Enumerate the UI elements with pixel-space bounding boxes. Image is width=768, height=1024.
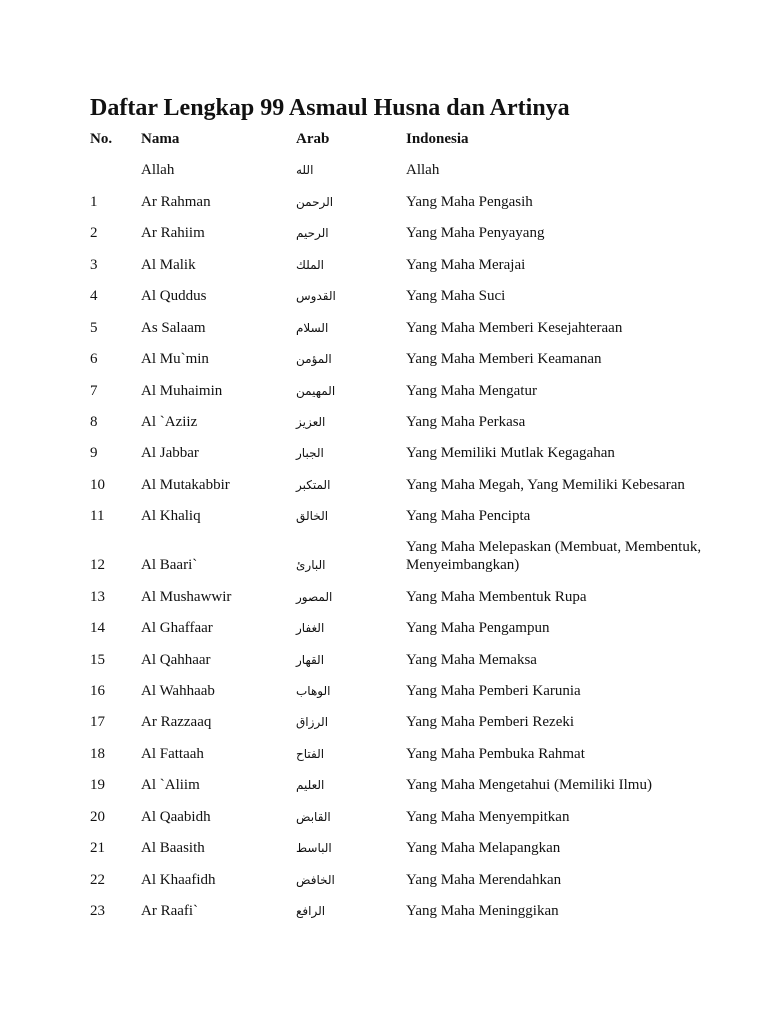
- row-arab: المصور: [296, 589, 333, 604]
- row-nama: Ar Rahman: [141, 193, 211, 210]
- row-number: 1: [90, 193, 98, 210]
- row-indonesia: Yang Maha Perkasa: [406, 413, 526, 430]
- row-number: 7: [90, 382, 98, 399]
- row-indonesia: Yang Maha Mengetahui (Memiliki Ilmu): [406, 777, 652, 794]
- row-arab: الله: [296, 163, 314, 178]
- row-nama: As Salaam: [141, 319, 206, 336]
- row-indonesia: Yang Maha Melapangkan: [406, 840, 561, 857]
- header-no: No.: [90, 131, 113, 147]
- row-number: 23: [90, 903, 105, 920]
- row-indonesia: Allah: [406, 162, 440, 179]
- row-arab: البارئ: [296, 558, 326, 573]
- row-number: 18: [90, 745, 105, 762]
- row-arab: العليم: [296, 778, 325, 793]
- table-row: [90, 706, 730, 737]
- table-row: [90, 343, 730, 374]
- row-indonesia: Yang Maha Memberi Keamanan: [406, 351, 602, 368]
- row-arab: السلام: [296, 320, 329, 335]
- row-nama: Allah: [141, 162, 175, 179]
- row-arab: القهار: [296, 652, 325, 667]
- row-nama: Al Baasith: [141, 840, 205, 857]
- row-indonesia: Yang Maha Pemberi Karunia: [406, 683, 581, 699]
- table-row: [90, 500, 730, 531]
- row-arab: الباسط: [296, 841, 332, 856]
- row-indonesia: Yang Maha Memberi Kesejahteraan: [406, 319, 623, 336]
- row-nama: Al Khaafidh: [141, 871, 216, 888]
- row-indonesia: Yang Maha Pengasih: [406, 193, 533, 210]
- row-arab: الجبار: [296, 446, 324, 461]
- row-nama: Ar Raafi`: [141, 903, 199, 920]
- row-indonesia: Yang Maha Pemberi Rezeki: [406, 714, 575, 731]
- row-nama: Ar Razzaaq: [141, 714, 212, 731]
- row-indonesia: Yang Maha Melepaskan (Membuat, Membentuk, Menyeimbangkan): [406, 539, 702, 574]
- table-row: [90, 580, 730, 611]
- row-nama: Al `Aziiz: [141, 413, 198, 430]
- asmaul-husna-table: [90, 124, 730, 926]
- row-nama: Al Mutakabbir: [141, 476, 230, 493]
- row-nama: Al Muhaimin: [141, 382, 223, 399]
- row-number: 9: [90, 445, 98, 462]
- row-arab: الرزاق: [296, 715, 329, 730]
- row-arab: الفتاح: [296, 746, 325, 761]
- row-nama: Ar Rahiim: [141, 225, 205, 242]
- row-arab: الرحمن: [296, 194, 334, 209]
- row-indonesia: Yang Maha Penyayang: [406, 225, 545, 242]
- row-indonesia: Yang Maha Merendahkan: [406, 871, 562, 888]
- row-nama: Al Qahhaar: [141, 651, 211, 668]
- row-arab: المؤمن: [296, 352, 332, 367]
- row-number: 16: [90, 683, 105, 699]
- row-indonesia: Yang Maha Pencipta: [406, 508, 531, 525]
- table-row: [90, 531, 730, 580]
- table-row: [90, 643, 730, 674]
- row-indonesia: Yang Maha Mengatur: [406, 382, 537, 399]
- table-row: [90, 406, 730, 437]
- row-nama: Al Baari`: [141, 557, 198, 574]
- table-row: [90, 737, 730, 768]
- row-nama: Al Qaabidh: [141, 808, 211, 825]
- table-row: [90, 248, 730, 279]
- row-number: 12: [90, 557, 105, 574]
- row-nama: Al Quddus: [141, 288, 207, 305]
- table-row: [90, 895, 730, 926]
- row-number: 20: [90, 808, 105, 825]
- row-arab: الوهاب: [296, 684, 331, 698]
- row-arab: الخالق: [296, 509, 329, 524]
- row-nama: Al Malik: [141, 256, 196, 273]
- row-number: 10: [90, 476, 105, 493]
- row-arab: الخافض: [296, 872, 335, 887]
- row-indonesia: Yang Maha Membentuk Rupa: [406, 588, 587, 605]
- table-row: [90, 280, 730, 311]
- row-number: 8: [90, 413, 98, 430]
- row-number: 2: [90, 225, 98, 242]
- row-indonesia: Yang Maha Pengampun: [406, 620, 550, 637]
- row-number: 19: [90, 777, 105, 794]
- row-indonesia: Yang Memiliki Mutlak Kegagahan: [406, 445, 615, 462]
- table-row: [90, 468, 730, 499]
- row-number: 15: [90, 651, 105, 668]
- row-indonesia: Yang Maha Meninggikan: [406, 903, 559, 920]
- row-arab: الرحيم: [296, 226, 329, 241]
- row-nama: Al Mushawwir: [141, 588, 232, 605]
- row-arab: الملك: [296, 257, 325, 272]
- row-nama: Al `Aliim: [141, 777, 200, 794]
- table-row: [90, 311, 730, 342]
- row-indonesia: Yang Maha Menyempitkan: [406, 808, 570, 825]
- row-arab: القدوس: [296, 289, 336, 304]
- table-row: [90, 800, 730, 831]
- row-indonesia: Yang Maha Merajai: [406, 256, 526, 273]
- table-row: [90, 863, 730, 894]
- row-nama: Al Ghaffaar: [141, 620, 213, 637]
- row-nama: Al Mu`min: [141, 351, 209, 368]
- row-number: 21: [90, 840, 105, 857]
- row-indonesia: Yang Maha Pembuka Rahmat: [406, 745, 585, 762]
- row-nama: Al Wahhaab: [141, 683, 215, 699]
- row-arab: الغفار: [296, 621, 325, 636]
- table-row: [90, 832, 730, 863]
- row-number: 11: [90, 508, 105, 525]
- table-row: [90, 612, 730, 643]
- table-row: [90, 374, 730, 405]
- row-nama: Al Khaliq: [141, 508, 201, 525]
- row-arab: المهيمن: [296, 383, 336, 398]
- row-number: 6: [90, 351, 98, 368]
- row-nama: Al Jabbar: [141, 445, 199, 462]
- row-indonesia: Yang Maha Memaksa: [406, 651, 537, 668]
- table-row: [90, 675, 730, 706]
- table-row: [90, 185, 730, 216]
- row-number: 14: [90, 620, 105, 637]
- row-indonesia: Yang Maha Suci: [406, 288, 506, 305]
- table-row: [90, 154, 730, 185]
- row-number: 3: [90, 256, 98, 273]
- row-indonesia: Yang Maha Megah, Yang Memiliki Kebesaran: [406, 476, 685, 493]
- page-title: Daftar Lengkap 99 Asmaul Husna dan Artinya: [90, 95, 570, 121]
- row-arab: الرافع: [296, 904, 326, 919]
- table-row: [90, 769, 730, 800]
- row-nama: Al Fattaah: [141, 745, 204, 762]
- table-row: [90, 217, 730, 248]
- table-body: [90, 154, 730, 926]
- row-arab: المتكبر: [296, 477, 331, 492]
- row-arab: العزيز: [296, 414, 326, 429]
- row-number: 5: [90, 319, 98, 336]
- row-number: 22: [90, 871, 105, 888]
- header-indonesia: Indonesia: [406, 131, 469, 147]
- row-number: 4: [90, 288, 98, 305]
- header-arab: Arab: [296, 131, 330, 147]
- table-row: [90, 437, 730, 468]
- row-number: 17: [90, 714, 105, 731]
- header-nama: Nama: [141, 131, 180, 147]
- table-header-row: [90, 124, 730, 154]
- row-arab: القابض: [296, 809, 331, 824]
- row-number: 13: [90, 588, 105, 605]
